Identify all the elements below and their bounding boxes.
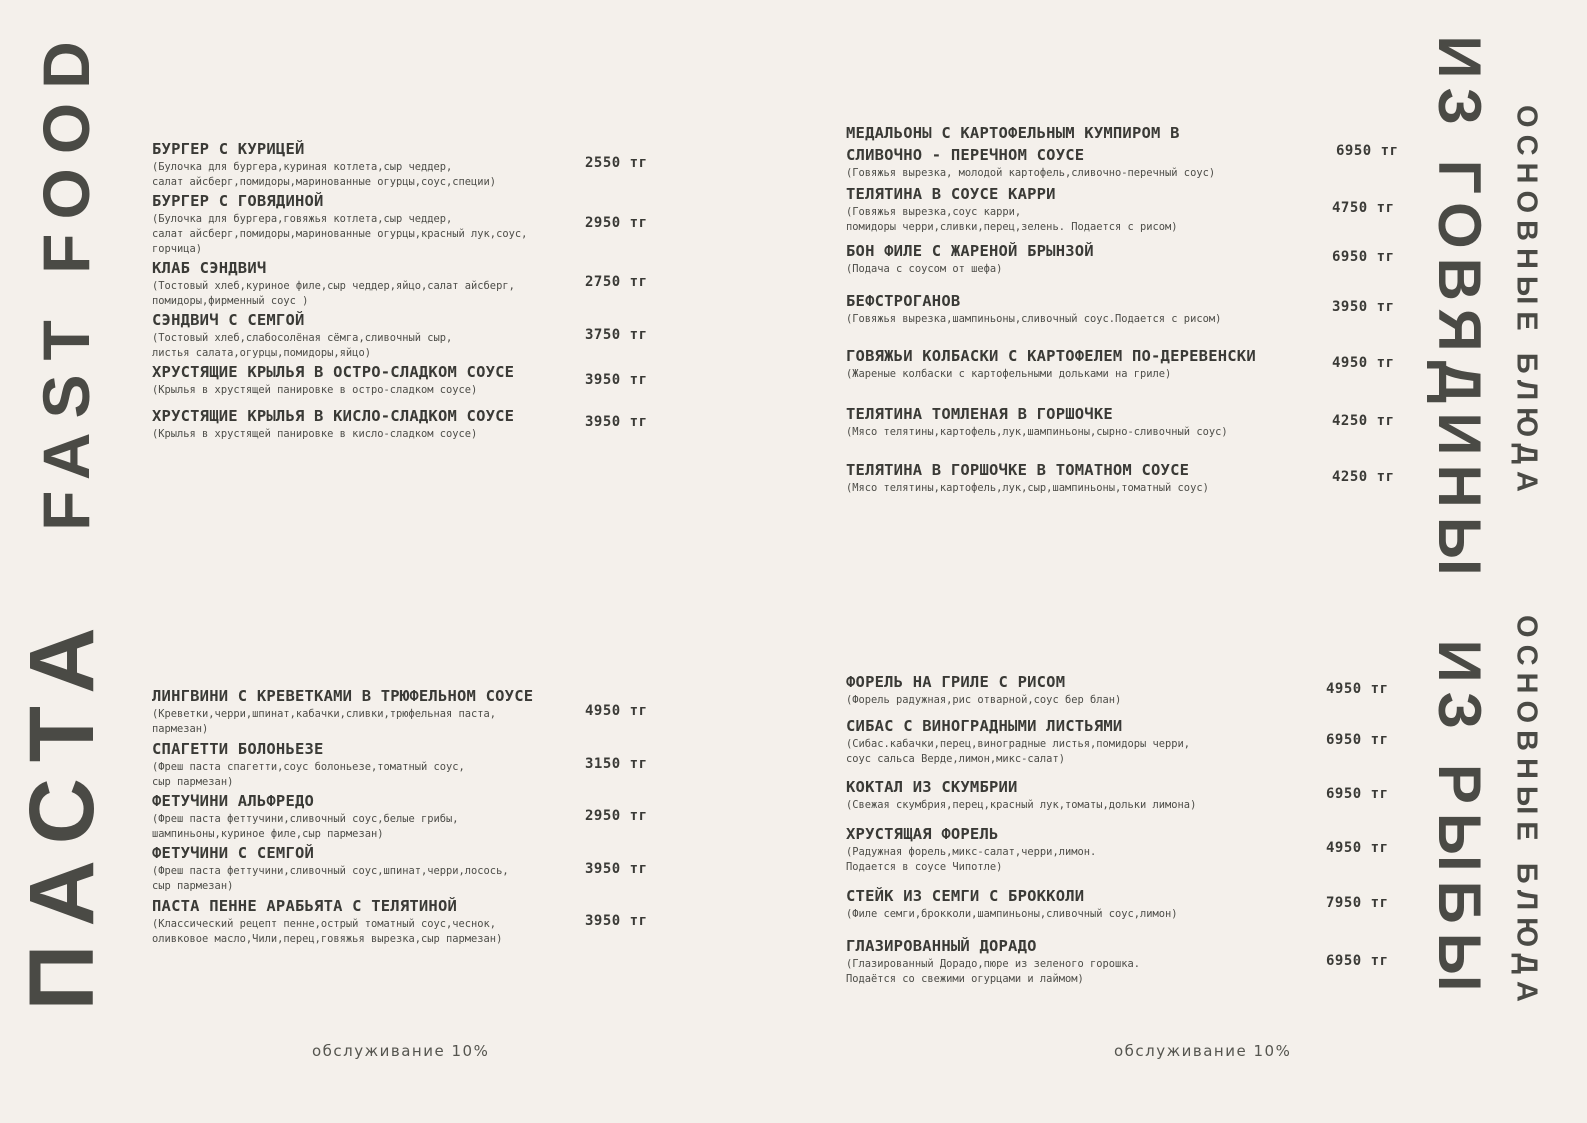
- item-price: 4950 тг: [585, 703, 648, 719]
- menu-item: [152, 842, 509, 894]
- item-name: БУРГЕР С КУРИЦЕЙ: [152, 140, 305, 158]
- menu-item: [152, 309, 452, 361]
- item-description: (Свежая скумбрия,перец,красный лук,томаты,дольки лимона): [846, 799, 1197, 811]
- item-name: ХРУСТЯЩИЕ КРЫЛЬЯ В КИСЛО-СЛАДКОМ СОУСЕ: [152, 407, 515, 425]
- item-name: БОН ФИЛЕ С ЖАРЕНОЙ БРЫНЗОЙ: [846, 242, 1094, 260]
- item-price: 4950 тг: [1326, 681, 1389, 697]
- menu-item: [846, 183, 1178, 235]
- item-description: (Жареные колбаски с картофельными дольками на гриле): [846, 368, 1172, 380]
- item-name: СИБАС С ВИНОГРАДНЫМИ ЛИСТЬЯМИ: [846, 717, 1123, 735]
- item-description: (Сибас.кабачки,перец,виноградные листья,помидоры черри, соус сальса Верде,лимон,микс-салат): [846, 738, 1191, 765]
- item-price: 6950 тг: [1326, 786, 1389, 802]
- item-name: ФОРЕЛЬ НА ГРИЛЕ С РИСОМ: [846, 673, 1066, 691]
- menu-item: [152, 685, 533, 737]
- item-name: ФЕТУЧИНИ С СЕМГОЙ: [152, 844, 315, 862]
- section-title-fast-food: FAST FOOD: [29, 27, 103, 531]
- menu-item: [152, 190, 527, 257]
- item-description: (Фреш паста феттучини,сливочный соус,шпинат,черри,лосось, сыр пармезан): [152, 865, 509, 892]
- item-price: 3950 тг: [1332, 299, 1395, 315]
- menu-item: [152, 895, 502, 947]
- item-name: ТЕЛЯТИНА ТОМЛЕНАЯ В ГОРШОЧКЕ: [846, 405, 1113, 423]
- item-price: 4950 тг: [1326, 840, 1389, 856]
- item-price: 4250 тг: [1332, 469, 1395, 485]
- item-price: 3950 тг: [585, 372, 648, 388]
- item-name: СТЕЙК ИЗ СЕМГИ С БРОККОЛИ: [846, 887, 1085, 905]
- item-price: 3950 тг: [585, 861, 648, 877]
- menu-item: [846, 403, 1228, 440]
- item-description: (Говяжья вырезка,соус карри, помидоры черри,сливки,перец,зелень. Подается с рисом): [846, 206, 1178, 233]
- item-description: (Тостовый хлеб,куриное филе,сыр чеддер,яйцо,салат айсберг, помидоры,фирменный соус ): [152, 280, 515, 307]
- section-subtitle-fish: ОСНОВНЫЕ БЛЮДА: [1510, 615, 1543, 1009]
- item-price: 6950 тг: [1332, 249, 1395, 265]
- menu-item: [846, 715, 1190, 767]
- item-description: (Говяжья вырезка,шампиньоны,сливочный соус.Подается с рисом): [846, 313, 1222, 325]
- item-price: 4750 тг: [1332, 200, 1395, 216]
- item-description: (Говяжья вырезка, молодой картофель,сливочно-перечный соус): [846, 167, 1216, 179]
- item-name: ТЕЛЯТИНА В ГОРШОЧКЕ В ТОМАТНОМ СОУСЕ: [846, 461, 1190, 479]
- item-description: (Классический рецепт пенне,острый томатный соус,чеснок, оливковое масло,Чили,перец,говяжья вырезка,сыр пармезан): [152, 918, 503, 945]
- menu-item: [846, 459, 1209, 496]
- item-description: (Глазированный Дорадо,пюре из зеленого горошка. Подаётся со свежими огурцами и лаймом): [846, 958, 1141, 985]
- menu-item: [846, 935, 1140, 987]
- item-description: (Подача с соусом от шефа): [846, 263, 1003, 275]
- item-name: СЭНДВИЧ С СЕМГОЙ: [152, 311, 305, 329]
- service-charge-note-right: обслуживание 10%: [1114, 1042, 1292, 1060]
- item-name: БУРГЕР С ГОВЯДИНОЙ: [152, 192, 324, 210]
- item-description: (Мясо телятины,картофель,лук,сыр,шампиньоны,томатный соус): [846, 482, 1209, 494]
- item-price: 3950 тг: [585, 414, 648, 430]
- item-name: КЛАБ СЭНДВИЧ: [152, 259, 267, 277]
- menu-item: [152, 361, 514, 398]
- item-name: СПАГЕТТИ БОЛОНЬЕЗЕ: [152, 740, 324, 758]
- item-name: ТЕЛЯТИНА В СОУСЕ КАРРИ: [846, 185, 1056, 203]
- section-title-beef-main: ИЗ ГОВЯДИНЫ: [1426, 35, 1493, 585]
- service-charge-note-left: обслуживание 10%: [312, 1042, 490, 1060]
- item-description: (Форель радужная,рис отварной,соус бер блан): [846, 694, 1122, 706]
- item-name: КОКТАЛ ИЗ СКУМБРИИ: [846, 778, 1018, 796]
- menu-item: [152, 138, 496, 190]
- item-description: (Булочка для бургера,куриная котлета,сыр чеддер, салат айсберг,помидоры,маринованные огурцы,соус,специи): [152, 161, 497, 188]
- item-price: 6950 тг: [1326, 953, 1389, 969]
- menu-item: [846, 776, 1196, 813]
- item-price: 2550 тг: [585, 155, 648, 171]
- item-description: (Фреш паста феттучини,сливочный соус,белые грибы, шампиньоны,куриное филе,сыр пармезан): [152, 813, 459, 840]
- item-price: 3750 тг: [585, 327, 648, 343]
- item-name: БЕФСТРОГАНОВ: [846, 292, 961, 310]
- item-price: 4950 тг: [1332, 355, 1395, 371]
- section-title-fish-main: ИЗ РЫБЫ: [1426, 639, 1493, 1001]
- item-name: ГОВЯЖЬИ КОЛБАСКИ С КАРТОФЕЛЕМ ПО-ДЕРЕВЕНСКИ: [846, 347, 1256, 365]
- item-name: ЛИНГВИНИ С КРЕВЕТКАМИ В ТРЮФЕЛЬНОМ СОУСЕ: [152, 687, 534, 705]
- item-name: ХРУСТЯЩИЕ КРЫЛЬЯ В ОСТРО-СЛАДКОМ СОУСЕ: [152, 363, 515, 381]
- menu-item: [846, 345, 1256, 382]
- item-price: 3950 тг: [585, 913, 648, 929]
- item-price: 3150 тг: [585, 756, 648, 772]
- item-price: 2950 тг: [585, 808, 648, 824]
- item-price: 6950 тг: [1336, 143, 1399, 159]
- item-description: (Радужная форель,микс-салат,черри,лимон. Подается в соусе Чипотле): [846, 846, 1097, 873]
- menu-item: [846, 885, 1178, 922]
- section-title-pasta: ПАСТА: [11, 609, 113, 1011]
- menu-item: [152, 738, 465, 790]
- menu-item: [846, 290, 1221, 327]
- item-name: МЕДАЛЬОНЫ С КАРТОФЕЛЬНЫМ КУМПИРОМ В СЛИВОЧНО - ПЕРЕЧНОМ СОУСЕ: [846, 124, 1180, 164]
- item-description: (Креветки,черри,шпинат,кабачки,сливки,трюфельная паста, пармезан): [152, 708, 497, 735]
- menu-item: [846, 240, 1094, 277]
- menu-item: [152, 790, 459, 842]
- item-price: 2950 тг: [585, 215, 648, 231]
- section-subtitle-beef: ОСНОВНЫЕ БЛЮДА: [1510, 105, 1543, 499]
- item-price: 2750 тг: [585, 274, 648, 290]
- item-price: 7950 тг: [1326, 895, 1389, 911]
- item-price: 6950 тг: [1326, 732, 1389, 748]
- menu-item: [152, 257, 515, 309]
- item-description: (Крылья в хрустящей панировке в кисло-сладком соусе): [152, 428, 478, 440]
- item-name: ГЛАЗИРОВАННЫЙ ДОРАДО: [846, 937, 1037, 955]
- item-description: (Булочка для бургера,говяжья котлета,сыр чеддер, салат айсберг,помидоры,маринованные огурцы,красный лук,соус, горчица): [152, 213, 528, 255]
- item-description: (Филе семги,брокколи,шампиньоны,сливочный соус,лимон): [846, 908, 1178, 920]
- menu-item: [846, 823, 1096, 875]
- menu-item: [846, 671, 1121, 708]
- item-price: 4250 тг: [1332, 413, 1395, 429]
- menu-item: [846, 122, 1215, 181]
- item-name: ФЕТУЧИНИ АЛЬФРЕДО: [152, 792, 315, 810]
- item-description: (Крылья в хрустящей панировке в остро-сладком соусе): [152, 384, 478, 396]
- menu-item: [152, 405, 514, 442]
- item-description: (Фреш паста спагетти,соус болоньезе,томатный соус, сыр пармезан): [152, 761, 465, 788]
- item-description: (Тостовый хлеб,слабосолёная сёмга,сливочный сыр, листья салата,огурцы,помидоры,яйцо): [152, 332, 453, 359]
- item-name: ПАСТА ПЕННЕ АРАБЬЯТА С ТЕЛЯТИНОЙ: [152, 897, 458, 915]
- item-name: ХРУСТЯЩАЯ ФОРЕЛЬ: [846, 825, 999, 843]
- item-description: (Мясо телятины,картофель,лук,шампиньоны,сырно-сливочный соус): [846, 426, 1228, 438]
